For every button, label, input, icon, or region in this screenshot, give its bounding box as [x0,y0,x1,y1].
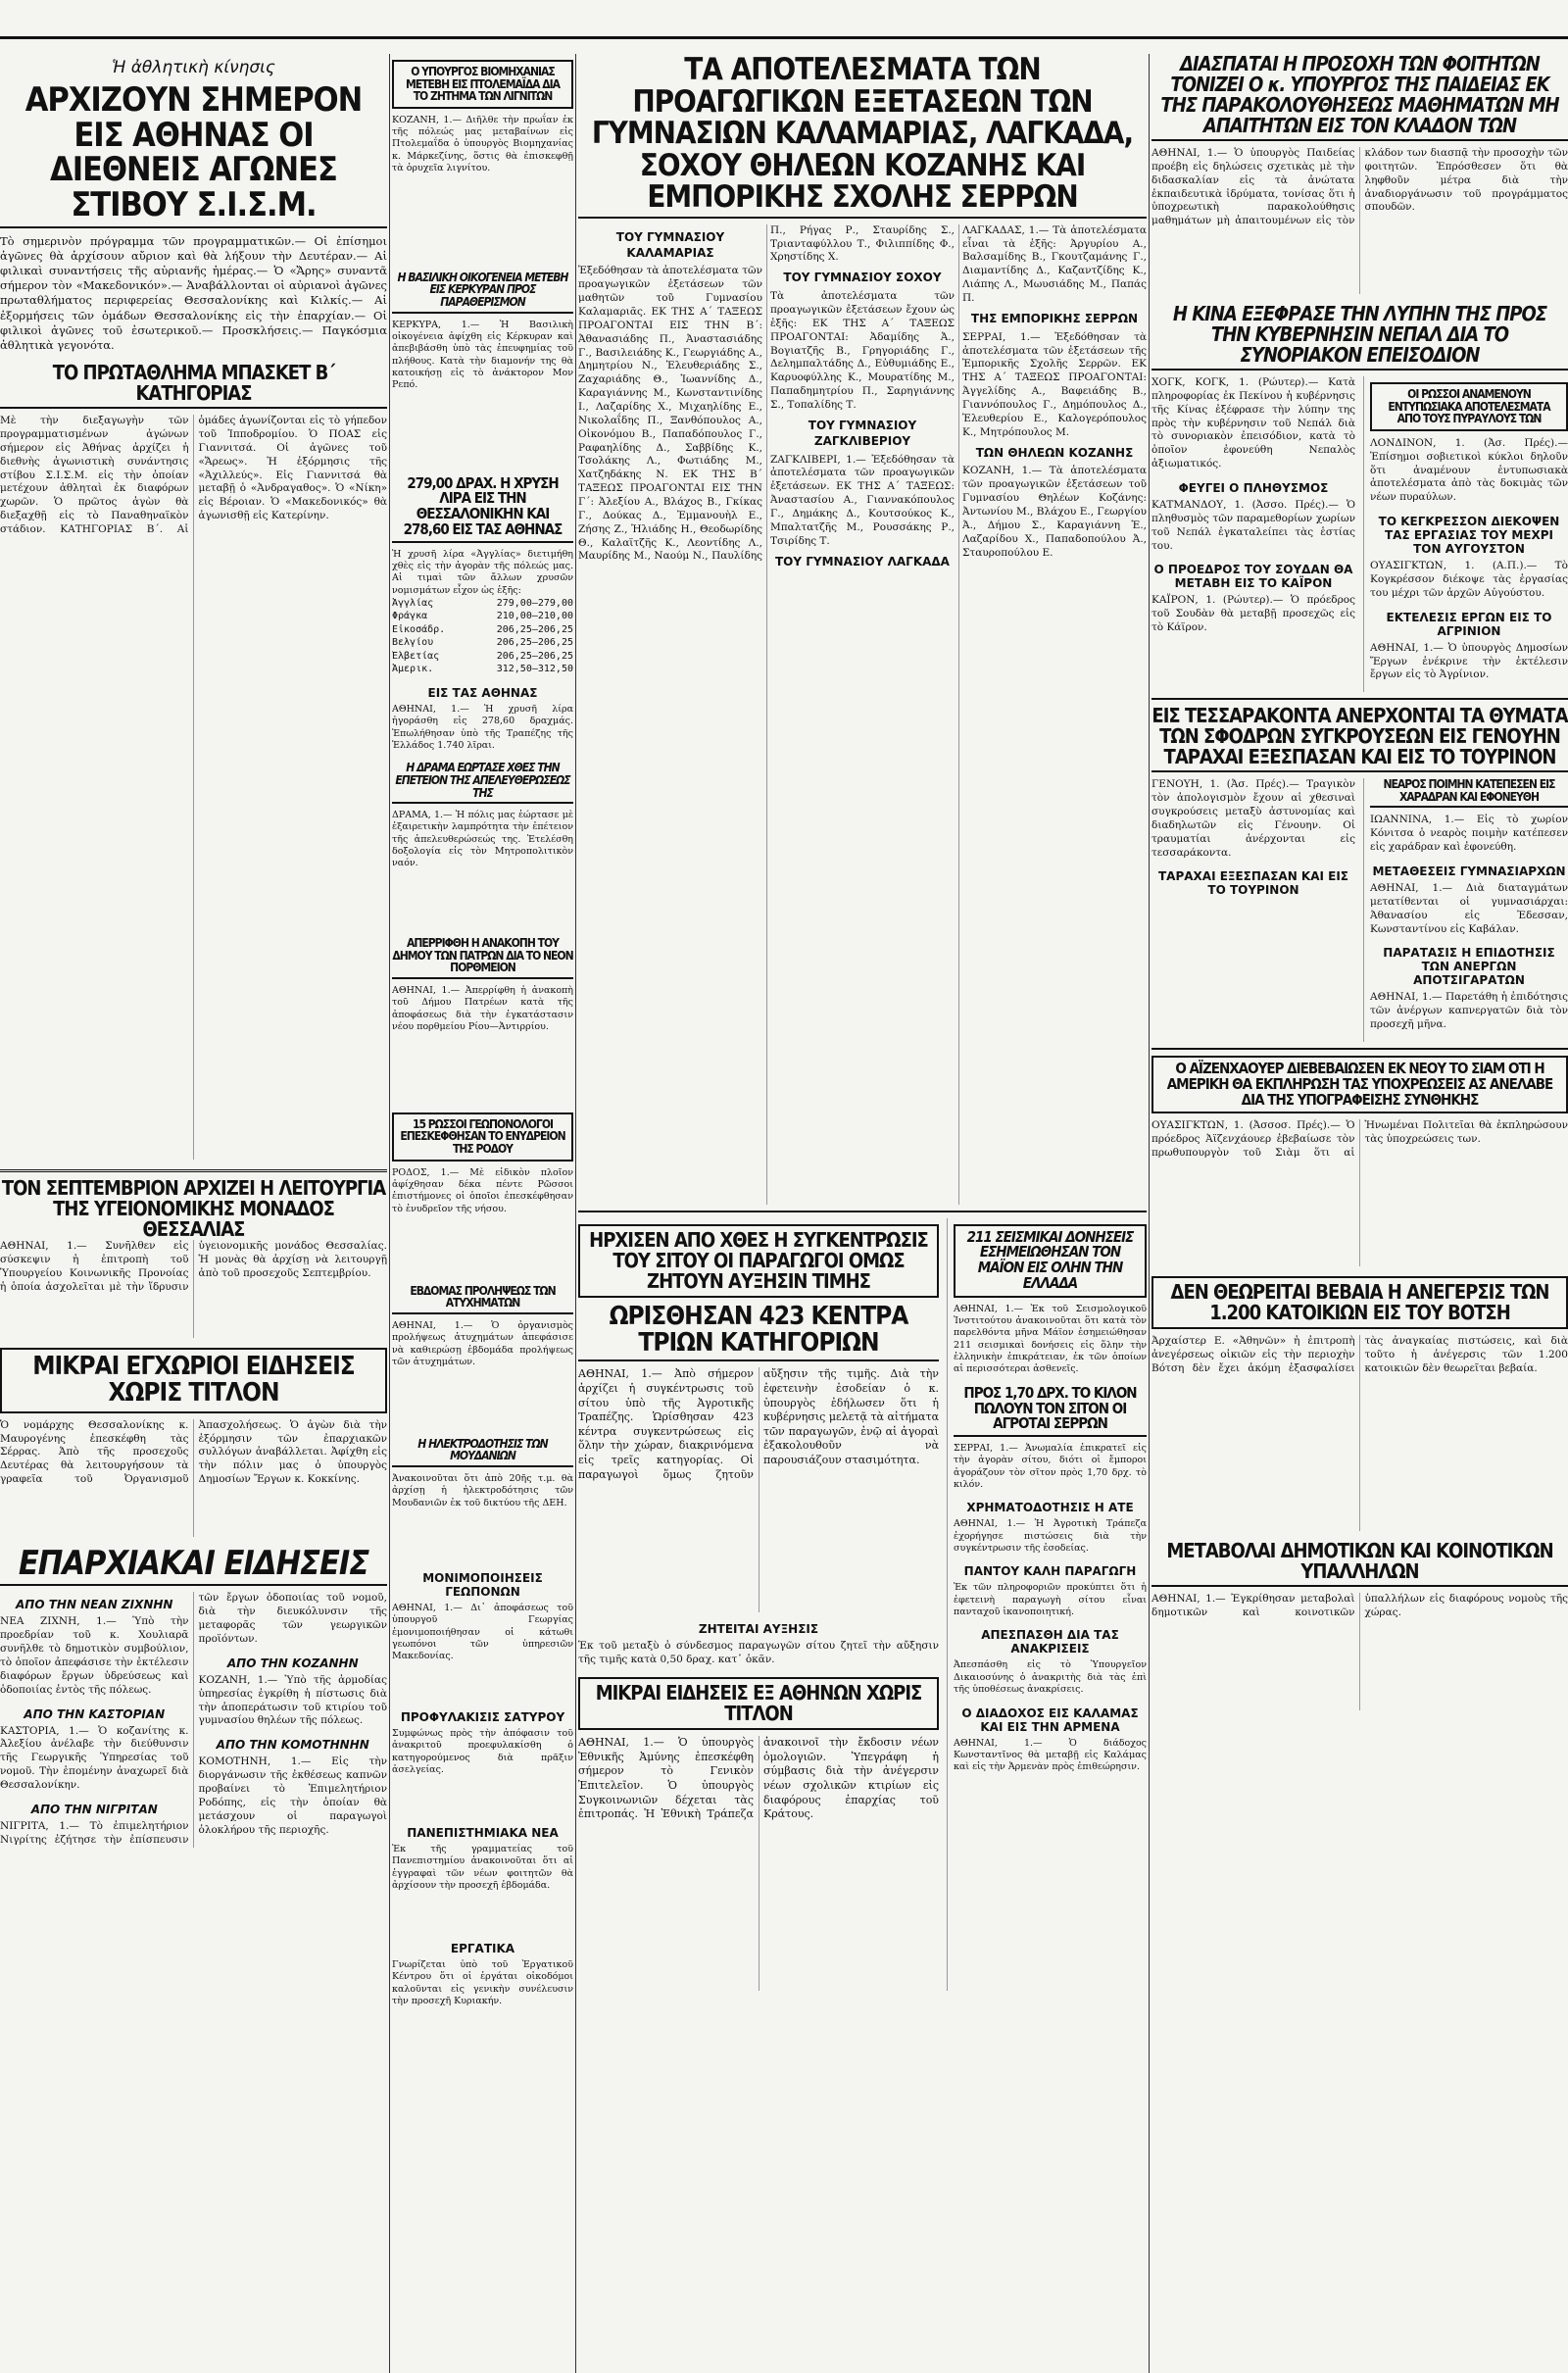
provincial-place: ΑΠΟ ΤΗΝ ΚΟΖΑΝΗΝ [226,1656,359,1670]
wheat-headline: ΗΡΧΙΣΕΝ ΑΠΟ ΧΘΕΣ Η ΣΥΓΚΕΝΤΡΩΣΙΣ ΤΟΥ ΣΙΤΟΥ ΟΙ ΠΑΡΑΓΩΓΟΙ ΟΜΩΣ ΖΗΤΟΥΝ ΑΥΞΗΣΙΝ ΤΙΜΗΣ [578,1224,939,1298]
basket-article: Μὲ τὴν διεξαγωγὴν τῶν προγραμματισμένων ἀγώνων σήμερον εἰς Ἀθήνας ἀρχίζει ἡ διεθνὴς ἀγωνιστικὴ συνάντησις στίβου Σ.Ι.Σ.Μ. εἰς τὴν ὁποίαν μετέχουν ἀθληταὶ ἐκ διαφόρων χωρῶν. Ὁ πρῶτος ἀγὼν θὰ διεξαχθῇ εἰς τὸ Παναθηναϊκὸν στάδιον. ΚΑΤΗΓΟΡΙΑΣ Β΄. Αἱ ὁμάδες ἀγωνίζονται εἰς τὸ γήπεδον τοῦ Ἰπποδρομίου. Ὁ ΠΟΑΣ εἰς Γιαννιτσά. Οἱ ἀγῶνες τοῦ «Ἄρεως». Ἡ ἐξόρμησις τῆς «Ἀχιλλεύς». Εἰς Γιαννιτσά θὰ μεταβῇ ὁ «Ἀνδραγαθος». Ὁ «Νίκη» εἰς Βέροιαν. Ὁ «Μακεδονικός» θὰ ἀγωνισθῇ εἰς Κατερίνην. [0,415,387,535]
congress-headline: ΤΟ ΚΕΓΚΡΕΣΣΟΝ ΔΙΕΚΟΨΕΝ ΤΑΣ ΕΡΓΑΣΙΑΣ ΤΟΥ ΜΕΧΡΙ ΤΟΝ ΑΥΓΟΥΣΤΟΝ [1378,515,1560,557]
world-briefs [1152,376,1568,692]
serres-wheat-article: ΣΕΡΡΑΙ, 1.— Ἀνωμαλία ἐπικρατεῖ εἰς τὴν ἀγορὰν σίτου, διότι οἱ ἔμποροι ἀγοράζουν τὸν σῖτον πρὸς 1,70 δρχ. τὸ κιλόν. [954,1443,1147,1491]
briefs-column [392,54,573,2017]
provincial-text: ΝΙΓΡΙΤΑ, 1.— Τὸ ἐπιμελητήριον Νιγρίτης ἐζήτησε τὴν ἐπίσπευσιν τῶν ἔργων ὀδοποιίας τοῦ νομοῦ, διὰ τὴν διευκόλυνσιν τῆς μεταφορᾶς τῶν γεωργικῶν προϊόντων. [0,1592,387,1846]
subsidy-article: ΑΘΗΝΑΙ, 1.— Παρετάθη ἡ ἐπιδότησις τῶν ἀνέργων καπνεργατῶν διὰ τὸν προσεχῆ μῆνα. [1370,991,1568,1031]
provincial-news [0,1592,387,1847]
column-rule [389,54,390,2373]
gold-pound-article: Ἡ χρυσῆ λίρα «Ἀγγλίας» διετιμήθη χθὲς εἰς τὴν ἀγορὰν τῆς πόλεώς μας. Αἱ τιμαὶ τῶν ἄλλων χρυσῶν νομισμάτων εἶχον ὡς ἑξῆς: [392,548,573,596]
price-row: Εἰκοσάδρ. 206,25—206,25 [392,623,573,635]
athens-subhead: ΕΙΣ ΤΑΣ ΑΘΗΝΑΣ [427,685,538,700]
students-headline: ΔΙΑΣΠΑΤΑΙ Η ΠΡΟΣΟΧΗ ΤΩΝ ΦΟΙΤΗΤΩΝ ΤΟΝΙΖΕΙ Ο κ. ΥΠΟΥΡΓΟΣ ΤΗΣ ΠΑΙΔΕΙΑΣ ΕΚ ΤΗΣ ΠΑΡΑΚΟΛΟΥΘΗΣΕΩΣ ΜΑΘΗΜΑΤΩΝ ΜΗ ΑΠΑΙΤΗΤΩΝ ΕΙΣ ΤΟΝ ΚΛΑΔΟΝ ΤΩΝ [1152,54,1568,141]
school-results: ΖΑΓΚΛΙΒΕΡΙ, 1.— Ἐξεδόθησαν τὰ ἀποτελέσματα τῶν προαγωγικῶν ἐξετάσεων. ΕΚ ΤΗΣ Α΄ ΤΑΞΕΩΣ: Ἀναστασίου Α., Γιαννακόπουλος Γ., Δημάκης Δ., Κουτσούκος Κ., Μπαλτατζῆς Μ., Ρουσσάκης Ρ., Τσιρίδης Τ. [770,453,955,547]
genoa-headline: ΕΙΣ ΤΕΣΣΑΡΑΚΟΝΤΑ ΑΝΕΡΧΟΝΤΑΙ ΤΑ ΘΥΜΑΤΑ ΤΩΝ ΣΦΟΔΡΩΝ ΣΥΓΚΡΟΥΣΕΩΝ ΕΙΣ ΓΕΝΟΥΗΝ [1152,704,1568,749]
minister-headline: Ο ΥΠΟΥΡΓΟΣ ΒΙΟΜΗΧΑΝΙΑΣ ΜΕΤΕΒΗ ΕΙΣ ΠΤΟΛΕΜΑΪΔΑ ΔΙΑ ΤΟ ΖΗΤΗΜΑ ΤΩΝ ΛΙΓΝΙΤΩΝ [392,60,573,109]
funding-headline: ΧΡΗΜΑΤΟΔΟΤΗΣΙΣ Η ΑΤΕ [966,1501,1134,1515]
labour-headline: ΕΡΓΑΤΙΚΑ [450,1942,515,1956]
section-kicker: Ἡ ἀθλητικὴ κίνησις [112,58,275,77]
royal-family-article: ΚΕΡΚΥΡΑ, 1.— Ἡ Βασιλικὴ οἰκογένεια ἀφίχθη εἰς Κέρκυραν καὶ ἀπεβιβάσθη ὑπὸ τὰς ἐπευφημίας τοῦ πλήθους. Κατὰ τὴν διαμονήν της θὰ κατοικήσῃ εἰς τὸ ἀνάκτορον Μον Ρεπό. [392,319,573,391]
school-subhead: ΤΩΝ ΘΗΛΕΩΝ ΚΟΖΑΝΗΣ [975,445,1134,460]
school-subhead: ΤΗΣ ΕΜΠΟΡΙΚΗΣ ΣΕΡΡΩΝ [970,311,1139,325]
royal-family-headline: Η ΒΑΣΙΛΙΚΗ ΟΙΚΟΓΕΝΕΙΑ ΜΕΤΕΒΗ ΕΙΣ ΚΕΡΚΥΡΑΝ ΠΡΟΣ ΠΑΡΑΘΕΡΙΣΜΟΝ [392,272,573,314]
accidents-headline: ΕΒΔΟΜΑΣ ΠΡΟΛΗΨΕΩΣ ΤΩΝ ΑΤΥΧΗΜΑΤΩΝ [392,1285,573,1314]
school-subhead: ΤΟΥ ΓΥΜΝΑΣΙΟΥ ΖΑΓΚΛΙΒΕΡΙΟΥ [808,418,917,448]
shepherd-headline: ΝΕΑΡΟΣ ΠΟΙΜΗΝ ΚΑΤΕΠΕΣΕΝ ΕΙΣ ΧΑΡΑΔΡΑΝ ΚΑΙ ΕΦΟΝΕΥΘΗ [1370,778,1568,808]
serres-wheat-headline: ΠΡΟΣ 1,70 ΔΡΧ. ΤΟ ΚΙΛΟΝ ΠΩΛΟΥΝ ΤΟΝ ΣΙΤΟΝ ΟΙ ΑΓΡΟΤΑΙ ΣΕΡΡΩΝ [954,1386,1147,1437]
school-subhead: ΤΟΥ ΓΥΜΝΑΣΙΟΥ ΛΑΓΚΑΔΑ [775,554,950,569]
provincial-text: ΚΟΖΑΝΗ, 1.— Ὑπὸ τῆς ἀρμοδίας ὑπηρεσίας ἐγκρίθη ἡ πίστωσις διὰ τὴν ἀποπεράτωσιν τοῦ κτιρίου τοῦ γυμνασίου θηλέων τῆς πόλεως. [198,1673,387,1727]
column-rule [575,54,576,2373]
provincial-item [0,1598,189,1697]
health-unit-headline: ΤΟΝ ΣΕΠΤΕΜΒΡΙΟΝ ΑΡΧΙΖΕΙ Η ΛΕΙΤΟΥΡΓΙΑ ΤΗΣ ΥΓΕΙΟΝΟΜΙΚΗΣ ΜΟΝΑΔΟΣ ΘΕΣΣΑΛΙΑΣ [1,1176,386,1242]
drama-article: ΔΡΑΜΑ, 1.— Ἡ πόλις μας ἑώρτασε μὲ ἐξαιρετικὴν λαμπρότητα τὴν ἐπέτειον τῆς ἀπελευθερώσεώς της. Ἐτελέσθη δοξολογία εἰς τὸν Μητροπολιτικὸν ναόν. [392,810,573,869]
school-subhead: ΤΟΥ ΓΥΜΝΑΣΙΟΥ ΣΟΧΟΥ [783,271,942,285]
exams-headline: ΤΑ ΑΠΟΤΕΛΕΣΜΑΤΑ ΤΩΝ ΠΡΟΑΓΩΓΙΚΩΝ ΕΞΕΤΑΣΕΩΝ ΤΩΝ ΓΥΜΝΑΣΙΩΝ ΚΑΛΑΜΑΡΙΑΣ, ΛΑΓΚΑΔΑ, ΣΟΧΟΥ ΘΗΛΕΩΝ ΚΟΖΑΝΗΣ ΚΑΙ ΕΜΠΟΡΙΚΗΣ ΣΧΟΛΗΣ ΣΕΡΡΩΝ [578,54,1147,219]
athens-price-article: ΑΘΗΝΑΙ, 1.— Ἡ χρυσῆ λίρα ἠγοράσθη εἰς 278,60 δραχμάς. Ἐπωλήθησαν ὑπὸ τῆς Τραπέζης τῆς Ἑλλάδος 1.740 λῖραι. [392,703,573,751]
wheat-side [947,1218,1147,1991]
china-nepal-article: ΧΟΓΚ, ΚΟΓΚ, 1. (Ρώυτερ).— Κατὰ πληροφορίας ἐκ Πεκίνου ἡ κυβέρνησις τῆς Κίνας ἐξέφρασε τὴν λύπην της πρὸς τὴν κυβέρνησιν τοῦ Νεπάλ διὰ τὸ συνοριακὸν ἐπεισόδιον, κατὰ τὸ ὁποῖον ἐφονεύθη Νεπαλὸς ἀξιωματικός. [1152,376,1355,470]
crown-prince-article: ΑΘΗΝΑΙ, 1.— Ὁ διάδοχος Κωνσταντῖνος θὰ μεταβῇ εἰς Καλάμας καὶ εἰς τὴν Ἀρμενὰν πρὸς ἐπιθεώρησιν. [954,1737,1147,1773]
labour-article: Γνωρίζεται ὑπὸ τοῦ Ἐργατικοῦ Κέντρου ὅτι οἱ ἐργάται οἰκοδόμοι καλοῦνται εἰς γενικὴν συνέλευσιν τὴν προσεχῆ Κυριακήν. [392,1959,573,2007]
municipal-staff-article: ΑΘΗΝΑΙ, 1.— Ἐγκρίθησαν μεταβολαὶ δημοτικῶν καὶ κοινοτικῶν ὑπαλλήλων εἰς διαφόρους νομοὺς τῆς χώρας. [1152,1593,1568,1619]
school-subhead: ΤΟΥ ΓΥΜΝΑΣΙΟΥ ΚΑΛΑΜΑΡΙΑΣ [615,229,725,260]
provincial-place: ΑΠΟ ΤΗΝ ΚΑΣΤΟΡΙΑΝ [24,1706,166,1721]
wheat-article: ΑΘΗΝΑΙ, 1.— Ἀπὸ σήμερον ἀρχίζει ἡ συγκέντρωσις τοῦ σίτου ὑπὸ τῆς Ἀγροτικῆς Τραπέζης. Ὡρίσθησαν 423 κέντρα συγκεντρώσεως εἰς ὅλην τὴν χώραν, διακρινόμενα εἰς τρεῖς κατηγορίας. Οἱ παραγωγοὶ ὅμως ζητοῦν αὔξησιν τῆς τιμῆς. Διὰ τὴν ἐφετεινὴν ἐσοδείαν ὁ κ. ὑπουργὸς ἐδήλωσεν ὅτι ἡ κυβέρνησις μελετᾷ τὰ αἰτήματα τῶν παραγωγῶν, ἐνῷ αἱ ἀγοραὶ ἐξακολουθοῦν νὰ παρουσιάζουν στασιμότητα. [578,1367,939,1481]
provincial-news-headline: ΕΠΑΡΧΙΑΚΑΙ ΕΙΔΗΣΕΙΣ [0,1547,387,1587]
electricity-headline: Η ΗΛΕΚΤΡΟΔΟΤΗΣΙΣ ΤΩΝ ΜΟΥΔΑΝΙΩΝ [392,1438,573,1467]
genoa-section [1152,778,1568,1042]
page-top-rule [0,0,1568,39]
agrinio-article: ΑΘΗΝΑΙ, 1.— Ὁ ὑπουργὸς Δημοσίων Ἔργων ἐνέκρινε τὴν ἐκτέλεσιν ἔργων εἰς τὸ Ἀγρίνιον. [1370,641,1568,681]
quakes-headline: 211 ΣΕΙΣΜΙΚΑΙ ΔΟΝΗΣΕΙΣ ΕΣΗΜΕΙΩΘΗΣΑΝ ΤΟΝ ΜΑΪΟΝ ΕΙΣ ΟΛΗΝ ΤΗΝ ΕΛΛΑΔΑ [954,1224,1147,1298]
production-article: Ἐκ τῶν πληροφοριῶν προκύπτει ὅτι ἡ ἐφετεινὴ παραγωγὴ σίτου εἶναι πανταχοῦ ἱκανοποιητική. [954,1582,1147,1618]
price-row: Ἑλβετίας 206,25—206,25 [392,650,573,662]
transfers-headline: ΜΕΤΑΘΕΣΕΙΣ ΓΥΜΝΑΣΙΑΡΧΩΝ [1372,865,1566,878]
wheat-subheadline: ΩΡΙΣΘΗΣΑΝ 423 ΚΕΝΤΡΑ ΤΡΙΩΝ ΚΑΤΗΓΟΡΙΩΝ [578,1304,939,1362]
provincial-text: ΝΕΑ ΖΙΧΝΗ, 1.— Ὑπὸ τὴν προεδρίαν τοῦ κ. Χουλιαρᾶ συνῆλθε τὸ δημοτικὸν συμβούλιον, τὸ ὁποῖον ἀπεφάσισε τὴν ἐκτέλεσιν διαφόρων ἔργων ὑδρεύσεως καὶ ὁδοποιίας ἐντὸς τῆς πόλεως. [0,1615,189,1696]
provincial-text: ΚΑΣΤΟΡΙΑ, 1.— Ὁ κοζανίτης κ. Ἀλεξίου ἀνέλαβε τὴν διεύθυνσιν τῆς Γεωργικῆς Ὑπηρεσίας τοῦ νομοῦ. Τὴν ἑπομένην ἀναχωρεῖ διὰ Θεσσαλονίκην. [0,1724,189,1791]
subsidy-headline: ΠΑΡΑΤΑΣΙΣ Η ΕΠΙΔΟΤΗΣΙΣ ΤΩΝ ΑΝΕΡΓΩΝ ΑΠΟΤΣΙΓΑΡΑΤΩΝ [1383,946,1555,988]
accidents-article: ΑΘΗΝΑΙ, 1.— Ὁ ὀργανισμὸς προλήψεως ἀτυχημάτων ἀπεφάσισε νὰ καθιερώσῃ ἑβδομάδα προλήψεως τῶν ἀτυχημάτων. [392,1319,573,1367]
siam-headline: Ο ΑΪΖΕΝΧΑΟΥΕΡ ΔΙΕΒΕΒΑΙΩΣΕΝ ΕΚ ΝΕΟΥ ΤΟ ΣΙΑΜ ΟΤΙ Η ΑΜΕΡΙΚΗ ΘΑ ΕΚΠΛΗΡΩΣΗ ΤΑΣ ΥΠΟΧΡΕΩΣΕΙΣ ΑΣ ΑΝΕΛΑΒΕ ΔΙΑ ΤΗΣ ΥΠΟΓΡΑΦΕΙΣΗΣ ΣΥΝΘΗΚΗΣ [1152,1056,1568,1113]
siam-article: ΟΥΑΣΙΓΚΤΩΝ, 1. (Ἀσσοσ. Πρές).— Ὁ πρόεδρος Ἀϊζενχάουερ ἐβεβαίωσε τὸν πρωθυπουργὸν τοῦ Σιὰμ ὅτι αἱ Ἡνωμέναι Πολιτεῖαι θὰ ἐκπληρώσουν τὰς ὑποχρεώσεις των. [1152,1119,1568,1159]
population-headline: ΦΕΥΓΕΙ Ο ΠΛΗΘΥΣΜΟΣ [1178,481,1329,496]
municipal-staff-headline: ΜΕΤΑΒΟΛΑΙ ΔΗΜΟΤΙΚΩΝ ΚΑΙ ΚΟΙΝΟΤΙΚΩΝ ΥΠΑΛΛΗΛΩΝ [1152,1541,1568,1587]
sports-headline: ΑΡΧΙΖΟΥΝ ΣΗΜΕΡΟΝ ΕΙΣ ΑΘΗΝΑΣ ΟΙ ΔΙΕΘΝΕΙΣ ΑΓΩΝΕΣ ΣΤΙΒΟΥ Σ.Ι.Σ.Μ. [0,83,387,228]
votsi-headline: ΔΕΝ ΘΕΩΡΕΙΤΑΙ ΒΕΒΑΙΑ Η ΑΝΕΓΕΡΣΙΣ ΤΩΝ 1.200 ΚΑΤΟΙΚΙΩΝ ΕΙΣ ΤΟΥ ΒΟΤΣΗ [1152,1276,1568,1329]
rhodes-article: ΡΟΔΟΣ, 1.— Μὲ εἰδικὸν πλοῖον ἀφίχθησαν δέκα πέντε Ρῶσσοι ἐπιστήμονες οἱ ὁποῖοι ἐπεσκέφθησαν τὸ ἐνυδρεῖον τῆς νήσου. [392,1166,573,1214]
university-article: Ἐκ τῆς γραμματείας τοῦ Πανεπιστημίου ἀνακοινοῦται ὅτι αἱ ἐγγραφαὶ τῶν νέων φοιτητῶν θὰ ἀρχίσουν τὴν προσεχῆ ἑβδομάδα. [392,1844,573,1892]
minister-article: ΚΟΖΑΝΗ, 1.— Διῆλθε τὴν πρωΐαν ἐκ τῆς πόλεώς μας μεταβαίνων εἰς Πτολεμαΐδα ὁ ὑπουργὸς Βιομηχανίας κ. Μάρκεζίνης, ὅστις θὰ ἐπισκεφθῇ τὰ ὀρυχεῖα λιγνίτου. [392,114,573,174]
university-headline: ΠΑΝΕΠΙΣΤΗΜΙΑΚΑ ΝΕΑ [407,1826,559,1841]
transfers-article: ΑΘΗΝΑΙ, 1.— Διὰ διαταγμάτων μετατίθενται οἱ γυμνασιάρχαι: Ἀθανασίου εἰς Ἐδεσσαν, Κωνσταντίνου εἰς Καβάλαν. [1370,882,1568,935]
electricity-article: Ἀνακοινοῦται ὅτι ἀπὸ 20ῆς τ.μ. θὰ ἀρχίσῃ ἡ ἠλεκτροδότησις τῶν Μουδανιῶν ἐκ τοῦ δικτύου τῆς ΔΕΗ. [392,1473,573,1508]
gold-price-list [392,597,573,676]
local-news-article: Ὁ νομάρχης Θεσσαλονίκης κ. Μαυρογένης ἐπεσκέφθη τὰς Σέρρας. Ἀπὸ τῆς προσεχοῦς Δευτέρας θὰ λειτουργήσουν τὰ γραφεῖα τοῦ Ὀργανισμοῦ Ἀπασχολήσεως. Ὁ ἀγὼν διὰ τὴν ἐξόρμησιν τῶν ἐπαρχιακῶν συλλόγων ἀναβάλλεται. Ἀφίχθη εἰς τὴν πόλιν μας ὁ ὑπουργὸς Δημοσίων Ἔργων κ. Κοκκίνης. [0,1418,387,1486]
satyr-article: Συμφώνως πρὸς τὴν ἀπόφασιν τοῦ ἀνακριτοῦ προεφυλακίσθη ὁ κατηγορούμενος διὰ πρᾶξιν ἀσελγείας. [392,1728,573,1776]
patras-headline: ΑΠΕΡΡΙΦΘΗ Η ΑΝΑΚΟΠΗ ΤΟΥ ΔΗΜΟΥ ΤΩΝ ΠΑΤΡΩΝ ΔΙΑ ΤΟ ΝΕΟΝ ΠΟΡΘΜΕΙΟΝ [392,937,573,979]
school-results: Τὰ ἀποτελέσματα τῶν προαγωγικῶν ἐξετάσεων ἔχουν ὡς ἑξῆς: ΕΚ ΤΗΣ Α΄ ΤΑΞΕΩΣ ΠΡΟΑΓΟΝΤΑΙ: Ἀδαμίδης Ἀ., Βογιατζῆς Β., Γρηγοριάδης Γ., Δελημπαλτάδης Δ., Εὐθυμιάδης Ε., Καρυοφύλλης Κ., Μουρατίδης Μ., Παπαδημητρίου Π., Σαρηγιάννης Σ., Τοπαλίδης Τ. [770,290,955,412]
exam-results [578,224,1147,1205]
shepherd-article: ΙΩΑΝΝΙΝΑ, 1.— Εἰς τὸ χωρίον Κόνιτσα ὁ νεαρὸς ποιμὴν κατέπεσεν εἰς χαράδραν καὶ ἐφονεύθη. [1370,814,1568,854]
world-news-column [1152,54,1568,1710]
price-row: Ἀγγλίας 279,00—279,00 [392,597,573,609]
increase-subhead: ΖΗΤΕΙΤΑΙ ΑΥΞΗΣΙΣ [698,1622,819,1637]
drama-headline: Η ΔΡΑΜΑ ΕΩΡΤΑΣΕ ΧΘΕΣ ΤΗΝ ΕΠΕΤΕΙΟΝ ΤΗΣ ΑΠΕΛΕΥΘΕΡΩΣΕΩΣ ΤΗΣ [392,762,573,804]
agronomists-headline: ΜΟΝΙΜΟΠΟΙΗΣΕΙΣ ΓΕΩΠΟΝΩΝ [422,1571,543,1600]
column-rule [1149,54,1150,2373]
provincial-item [199,1738,388,1837]
provincial-place: ΑΠΟ ΤΗΝ ΝΕΑΝ ΖΙΧΝΗΝ [16,1598,173,1612]
school-results: ΚΟΖΑΝΗ, 1.— Τὰ ἀποτελέσματα τῶν προαγωγικῶν ἐξετάσεων τοῦ Γυμνασίου Θηλέων Κοζάνης: Ἀντωνίου Μ., Βλάχου Ε., Γεωργίου Ἀ., Δήμου Σ., Καραγιάννη Ἑ., Λαζαρίδου Χ., Παπαδοπούλου Ἀ., Σταυροπούλου Ε. [962,465,1147,559]
sudan-headline: Ο ΠΡΟΕΔΡΟΣ ΤΟΥ ΣΟΥΔΑΝ ΘΑ ΜΕΤΑΒΗ ΕΙΣ ΤΟ ΚΑΪΡΟΝ [1153,563,1353,591]
sports-intro: Τὸ σημερινὸν πρόγραμμα τῶν προγραμματικῶν.— Οἱ ἐπίσημοι ἀγῶνες θὰ ἀρχίσουν αὔριον καὶ θὰ λήξουν τὴν Δευτέραν.— Αἱ φιλικαὶ συναντήσεις τῆς αὐριανῆς ἡμέρας.— Ὁ «Ἄρης» συναντᾶ σήμερον τὸν «Μακεδονικόν».— Ἀναβάλλονται οἱ αὐριανοὶ ἀγῶνες πρωταθλήματος περιφερείας Θεσσαλονίκης καὶ Κιλκίς.— Αἱ ἐξορμήσεις τῶν ὁμάδων Θεσσαλονίκης εἰς τὴν ἐπαρχίαν.— Οἱ φιλικοὶ ἀγῶνες τοῦ ἐσωτερικοῦ.— Προσκλήσεις.— Παγκόσμια ἀθλητικὰ γεγονότα. [0,233,387,352]
agrinio-headline: ΕΚΤΕΛΕΣΙΣ ΕΡΓΩΝ ΕΙΣ ΤΟ ΑΓΡΙΝΙΟΝ [1386,610,1552,638]
exams-column [578,54,1147,1991]
agronomists-article: ΑΘΗΝΑΙ, 1.— Δι᾽ ἀποφάσεως τοῦ ὑπουργοῦ Γεωργίας ἐμονιμοποιήθησαν οἱ κάτωθι γεωπόνοι τῶν ὑπηρεσιῶν Μακεδονίας. [392,1603,573,1662]
sports-column [0,54,387,1848]
price-row: Ἀμερικ. 312,50—312,50 [392,664,573,675]
increase-article: Ἐκ τοῦ μεταξὺ ὁ σύνδεσμος παραγωγῶν σίτου ζητεῖ τὴν αὔξησιν τῆς τιμῆς κατὰ 0,50 δραχ. κατ᾽ ὀκᾶν. [578,1640,939,1666]
secondment-article: Ἀπεσπάσθη εἰς τὸ Ὑπουργεῖον Δικαιοσύνης ὁ ἀνακριτὴς διὰ τὰς ἐπὶ τῆς ὑποθέσεως ἀνακρίσεις. [954,1659,1147,1696]
production-headline: ΠΑΝΤΟΥ ΚΑΛΗ ΠΑΡΑΓΩΓΗ [963,1564,1137,1579]
congress-article: ΟΥΑΣΙΓΚΤΩΝ, 1. (Α.Π.).— Τὸ Κογκρέσσον διέκοψε τὰς ἐργασίας του μέχρι τῶν ἀρχῶν Αὐγούστου. [1370,560,1568,599]
rockets-headline: ΟΙ ΡΩΣΣΟΙ ΑΝΑΜΕΝΟΥΝ ΕΝΤΥΠΩΣΙΑΚΑ ΑΠΟΤΕΛΕΣΜΑΤΑ ΑΠΟ ΤΟΥΣ ΠΥΡΑΥΛΟΥΣ ΤΩΝ [1370,382,1568,431]
turin-headline: ΤΑΡΑΧΑΙ ΕΞΕΣΠΑΣΑΝ ΚΑΙ ΕΙΣ ΤΟ ΤΟΥΡΙΝΟΝ [1152,747,1568,772]
students-article: ΑΘΗΝΑΙ, 1.— Ὁ ὑπουργὸς Παιδείας προέβη εἰς δηλώσεις σχετικὰς μὲ τὴν διδασκαλίαν εἰς τὰ ἀνώτατα ἐκπαιδευτικὰ ἱδρύματα, τονίσας ὅτι ἡ ὑποχρεωτικὴ παρακολούθησις μαθημάτων μὴ ἀπαιτουμένων εἰς τὸν κλάδον των διασπᾷ τὴν προσοχὴν τῶν φοιτητῶν. Ἐπρόσθεσεν ὅτι θὰ ληφθοῦν μέτρα διὰ τὴν ἀναδιοργάνωσιν τοῦ προγράμματος σπουδῶν. [1152,147,1568,227]
population-article: ΚΑΤΜΑΝΔΟΥ, 1. (Ἀσσο. Πρές).— Ὁ πληθυσμὸς τῶν παραμεθορίων χωρίων τοῦ Νεπάλ ἐγκαταλείπει τὰς ἑστίας του. [1152,499,1355,552]
basket-headline: ΤΟ ΠΡΩΤΑΘΛΗΜΑ ΜΠΑΣΚΕΤ Β΄ ΚΑΤΗΓΟΡΙΑΣ [0,363,387,409]
athens-briefs-article: ΑΘΗΝΑΙ, 1.— Ὁ ὑπουργὸς Ἐθνικῆς Ἀμύνης ἐπεσκέφθη σήμερον τὸ Γενικὸν Ἐπιτελεῖον. Ὁ ὑπουργὸς Συγκοινωνιῶν δέχεται τὰς ἐπιτροπάς. Ἡ Ἐθνικὴ Τράπεζα ἀνακοινοῖ τὴν ἔκδοσιν νέων ὁμολογιῶν. Ὑπεγράφη ἡ σύμβασις διὰ τὴν ἀνέγερσιν νέων σχολικῶν κτιρίων εἰς διαφόρους ἐπαρχίας τοῦ Κράτους. [578,1736,939,1821]
school-results: Ἐξεδόθησαν τὰ ἀποτελέσματα τῶν προαγωγικῶν ἐξετάσεων τῶν μαθητῶν τοῦ Γυμνασίου Καλαμαριᾶς. ΕΚ ΤΗΣ Α΄ ΤΑΞΕΩΣ ΠΡΟΑΓΟΝΤΑΙ ΕΙΣ ΤΗΝ Β΄: Ἀθανασιάδης Π., Ἀναστασιάδης Γ., Βασιλειάδης Κ., Γεωργιάδης Α., Δημητρίου Ν., Ἐλευθεριάδης Σ., Ζαχαριάδης Θ., Ἰωαννίδης Δ., Καραγιάννης Μ., Κωνσταντινίδης Ι., Λαζαρίδης Χ., Μιχαηλίδης Ε., Νικολαΐδης Π., Ξανθόπουλος Α., Οἰκονόμου Β., Παπαδόπουλος Γ., Ραφαηλίδης Δ., Σαββίδης Κ., Τσολάκης Λ., Φωτιάδης Μ., Χατζηδάκης Ν. ΕΚ ΤΗΣ Β΄ ΤΑΞΕΩΣ ΠΡΟΑΓΟΝΤΑΙ ΕΙΣ ΤΗΝ Γ΄: Ἀλεξίου Α., Βλάχος Β., Γκίκας Γ., Δούκας Δ., Ἐμμανουὴλ Ε., Ζήσης Ζ., Ἠλιάδης Η., Θεοδωρίδης Θ., Καλαϊτζῆς Κ., Λεοντίδης Λ., Μαυρίδης Μ., Ναούμ Ν., Παυλίδης Π., Ρήγας Ρ., Σταυρίδης Σ., Τριανταφύλλου Τ., Φιλιππίδης Φ., Χρηστίδης Χ. [578,223,955,563]
rockets-article: ΛΟΝΔΙΝΟΝ, 1. (Ἀσ. Πρές).— Ἐπίσημοι σοβιετικοὶ κύκλοι δηλοῦν ὅτι ἀναμένουν ἐντυπωσιακὰ ἀποτελέσματα ἀπὸ τὰς δοκιμὰς τῶν νέων πυραύλων. [1370,436,1568,504]
quakes-article: ΑΘΗΝΑΙ, 1.— Ἐκ τοῦ Σεισμολογικοῦ Ἰνστιτούτου ἀνακοινοῦται ὅτι κατὰ τὸν παρελθόντα μῆνα Μάϊον ἐσημειώθησαν 211 σεισμικαὶ δονήσεις εἰς ὅλην τὴν ἑλληνικὴν ἐπικράτειαν, ἐκ τῶν ὁποίων αἱ περισσότεραι ἀσθενεῖς. [954,1303,1147,1375]
school-results: ΛΑΓΚΑΔΑΣ, 1.— Τὰ ἀποτελέσματα εἶναι τὰ ἑξῆς: Ἀργυρίου Α., Βαλσαμίδης Β., Γκουτζαμάνης Γ., Διαμαντίδης Δ., Καζαντζίδης Κ., Λιάπης Λ., Μωυσιάδης Μ., Παπάς Π. [962,223,1147,305]
provincial-text: ΚΟΜΟΤΗΝΗ, 1.— Εἰς τὴν διοργάνωσιν τῆς ἐκθέσεως καπνῶν προβαίνει τὸ Ἐπιμελητήριον Ροδόπης, εἰς τὴν ὁποίαν θὰ μετάσχουν οἱ παραγωγοὶ ὁλοκλήρου τῆς περιοχῆς. [198,1755,387,1836]
secondment-headline: ΑΠΕΣΠΑΣΘΗ ΔΙΑ ΤΑΣ ΑΝΑΚΡΙΣΕΙΣ [981,1628,1119,1656]
school-results: ΣΕΡΡΑΙ, 1.— Ἐξεδόθησαν τὰ ἀποτελέσματα τῶν ἐξετάσεων τῆς Ἐμπορικῆς Σχολῆς Σερρῶν. ΕΚ ΤΗΣ Α΄ ΤΑΞΕΩΣ ΠΡΟΑΓΟΝΤΑΙ: Ἀγγελίδης Α., Βαφειάδης Β., Γιαννόπουλος Γ., Δημόπουλος Δ., Ἐλευθερίου Ε., Καλογερόπουλος Κ., Μητρόπουλος Μ. [962,330,1147,438]
votsi-article: Ἀρχαίστερ Ε. «Ἀθηνῶν» ἡ ἐπιτροπὴ ἀνεγέρσεως οἰκιῶν εἰς τὴν περιοχὴν Βότση δὲν ἔχει ἀκόμη ἐξασφαλίσει τὰς ἀναγκαίας πιστώσεις, καὶ διὰ τοῦτο ἡ ἀνέγερσις τῶν 1.200 κατοικιῶν δὲν θεωρεῖται βεβαία. [1152,1335,1568,1374]
genoa-article: ΓΕΝΟΥΗ, 1. (Ἀσ. Πρές).— Τραγικὸν τὸν ἀπολογισμὸν ἔχουν αἱ χθεσιναὶ συγκρούσεις μεταξὺ ἀστυνομίας καὶ διαδηλωτῶν εἰς Γένουην. Οἱ τραυματίαι ἀνέρχονται εἰς τεσσαράκοντα. [1152,778,1355,859]
provincial-item [199,1656,388,1728]
provincial-place: ΑΠΟ ΤΗΝ ΝΙΓΡΙΤΑΝ [30,1802,158,1816]
crown-prince-headline: Ο ΔΙΑΔΟΧΟΣ ΕΙΣ ΚΑΛΑΜΑΣ ΚΑΙ ΕΙΣ ΤΗΝ ΑΡΜΕΝΑ [961,1706,1139,1734]
wheat-main [578,1218,939,1991]
rhodes-headline: 15 ΡΩΣΣΟΙ ΓΕΩΠΟΝΟΛΟΓΟΙ ΕΠΕΣΚΕΦΘΗΣΑΝ ΤΟ ΕΝΥΔΡΕΙΟΝ ΤΗΣ ΡΟΔΟΥ [392,1112,573,1162]
patras-article: ΑΘΗΝΑΙ, 1.— Ἀπερρίφθη ἡ ἀνακοπὴ τοῦ Δήμου Πατρέων κατὰ τῆς ἀποφάσεως διὰ τὴν ἐγκατάστασιν νέου πορθμείου Ρίου—Ἀντιρρίου. [392,984,573,1032]
provincial-place: ΑΠΟ ΤΗΝ ΚΟΜΟΤΗΝΗΝ [216,1738,369,1753]
health-unit-article: ΑΘΗΝΑΙ, 1.— Συνῆλθεν εἰς σύσκεψιν ἡ ἐπιτροπὴ τοῦ Ὑπουργείου Κοινωνικῆς Προνοίας ἡ ὁποία ἀσχολεῖται μὲ τὴν ἵδρυσιν ὑγειονομικῆς μονάδος Θεσσαλίας. Ἡ μονὰς θὰ ἀρχίσῃ νὰ λειτουργῇ ἀπὸ τοῦ προσεχοῦς Σεπτεμβρίου. [0,1240,387,1293]
sudan-article: ΚΑΪΡΟΝ, 1. (Ρώυτερ).— Ὁ πρόεδρος τοῦ Σουδὰν θὰ μεταβῇ προσεχῶς εἰς τὸ Κάϊρον. [1152,594,1355,634]
price-row: Βελγίου 206,25—206,25 [392,637,573,649]
provincial-item [0,1707,189,1793]
athens-briefs-headline: ΜΙΚΡΑΙ ΕΙΔΗΣΕΙΣ ΕΞ ΑΘΗΝΩΝ ΧΩΡΙΣ ΤΙΤΛΟΝ [578,1677,939,1730]
local-news-headline: ΜΙΚΡΑΙ ΕΓΧΩΡΙΟΙ ΕΙΔΗΣΕΙΣ ΧΩΡΙΣ ΤΙΤΛΟΝ [0,1348,387,1413]
funding-article: ΑΘΗΝΑΙ, 1.— Ἡ Ἀγροτικὴ Τράπεζα ἐχορήγησε πιστώσεις διὰ τὴν συγκέντρωσιν τῆς ἐσοδείας. [954,1518,1147,1555]
gold-pound-headline: 279,00 ΔΡΑΧ. Η ΧΡΥΣΗ ΛΙΡΑ ΕΙΣ ΤΗΝ ΘΕΣΣΑΛΟΝΙΚΗΝ ΚΑΙ 278,60 ΕΙΣ ΤΑΣ ΑΘΗΝΑΣ [392,476,573,543]
satyr-headline: ΠΡΟΦΥΛΑΚΙΣΙΣ ΣΑΤΥΡΟΥ [400,1710,565,1725]
wheat-section [578,1218,1147,1991]
china-nepal-headline: Η ΚΙΝΑ ΕΞΕΦΡΑΣΕ ΤΗΝ ΛΥΠΗΝ ΤΗΣ ΠΡΟΣ ΤΗΝ ΚΥΒΕΡΝΗΣΙΝ ΝΕΠΑΛ ΔΙΑ ΤΟ ΣΥΝΟΡΙΑΚΟΝ ΕΠΕΙΣΟΔΙΟΝ [1152,304,1568,371]
price-row: Φράγκα 210,00—210,00 [392,611,573,622]
turin-sub: ΤΑΡΑΧΑΙ ΕΞΕΣΠΑΣΑΝ ΚΑΙ ΕΙΣ ΤΟ ΤΟΥΡΙΝΟΝ [1157,869,1349,898]
